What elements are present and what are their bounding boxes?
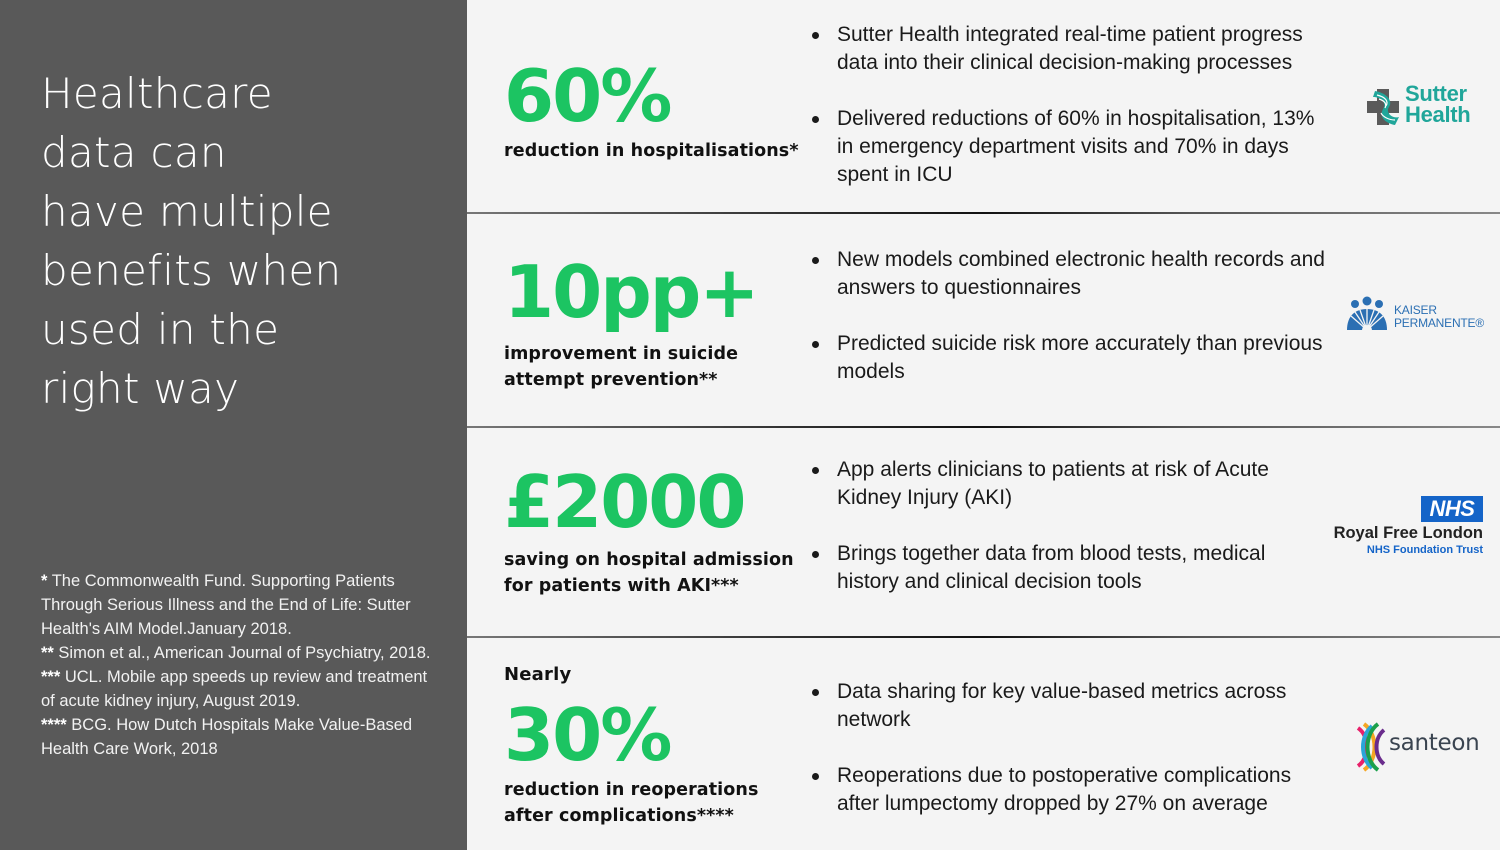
sutter-cross-icon	[1365, 87, 1403, 127]
headline-line: right way	[41, 364, 240, 413]
kaiser-people-icon	[1345, 296, 1389, 332]
bullet-item: Sutter Health integrated real-time patient progress data into their clinical decision-making processes	[837, 21, 1327, 77]
footnote: **** BCG. How Dutch Hospitals Make Value-Based Health Care Work, 2018	[41, 716, 413, 758]
footnote: ** Simon et al., American Journal of Psychiatry, 2018.	[41, 644, 431, 662]
logo-text: santeon	[1389, 730, 1480, 756]
logo-text: KAISER PERMANENTE®	[1394, 303, 1484, 330]
stat-block	[504, 56, 799, 164]
logo-text: Royal Free London	[1333, 524, 1483, 542]
sutter-health-logo	[1365, 81, 1485, 128]
bullet-list	[837, 21, 1327, 189]
benefit-row-sutter	[467, 0, 1500, 213]
headline-line: data can	[41, 128, 227, 177]
logo-subtext: NHS Foundation Trust	[1366, 544, 1483, 556]
stat-label: reduction in hospitalisations*	[504, 141, 799, 161]
stat-value: 10pp+	[504, 250, 758, 334]
bullet-item: New models combined electronic health records and answers to questionnaires	[837, 246, 1327, 302]
santeon-logo	[1354, 722, 1484, 774]
stat-block	[504, 462, 794, 599]
headline-line: benefits when	[41, 246, 342, 295]
nhs-badge: NHS	[1421, 496, 1483, 522]
bullet-list	[837, 456, 1327, 596]
stat-label: improvement in suicide attempt prevention**	[504, 344, 739, 390]
benefit-row-royal-free	[467, 428, 1500, 636]
bullet-item: Predicted suicide risk more accurately than previous models	[837, 330, 1327, 386]
bullet-item: Delivered reductions of 60% in hospitalisation, 13% in emergency department visits and 70% in days spent in ICU	[837, 105, 1327, 189]
stat-value: £2000	[504, 460, 745, 544]
stat-label: reduction in reoperations after complications****	[504, 780, 759, 826]
headline	[41, 64, 441, 418]
bullet-item: Brings together data from blood tests, medical history and clinical decision tools	[837, 540, 1327, 596]
left-panel	[0, 0, 467, 850]
stat-label: saving on hospital admission for patients with AKI***	[504, 550, 794, 596]
headline-line: used in the	[41, 305, 280, 354]
stat-block	[504, 664, 758, 829]
bullet-item: App alerts clinicians to patients at risk of Acute Kidney Injury (AKI)	[837, 456, 1327, 512]
bullet-list	[837, 678, 1327, 818]
stat-value: 60%	[504, 54, 671, 138]
logo-text: Sutter Health	[1405, 81, 1471, 127]
stat-value: 30%	[504, 693, 671, 777]
headline-line: have multiple	[41, 187, 333, 236]
bullet-list	[837, 246, 1327, 386]
stat-block	[504, 252, 758, 393]
footnotes	[41, 569, 431, 761]
headline-line: Healthcare	[41, 69, 273, 118]
benefit-row-santeon	[467, 638, 1500, 850]
royal-free-london-logo	[1327, 496, 1487, 560]
footnote: *** UCL. Mobile app speeds up review and treatment of acute kidney injury, August 2019.	[41, 668, 428, 710]
santeon-weave-icon	[1354, 722, 1388, 772]
right-panel	[467, 0, 1500, 850]
stat-prefix: Nearly	[504, 664, 572, 685]
footnote: * The Commonwealth Fund. Supporting Patients Through Serious Illness and the End of Life: Sutter Health's AIM Model.January 2018.	[41, 572, 411, 638]
bullet-item: Data sharing for key value-based metrics across network	[837, 678, 1327, 734]
bullet-item: Reoperations due to postoperative complications after lumpectomy dropped by 27% on average	[837, 762, 1327, 818]
benefit-row-kaiser	[467, 214, 1500, 426]
kaiser-permanente-logo	[1345, 296, 1495, 336]
